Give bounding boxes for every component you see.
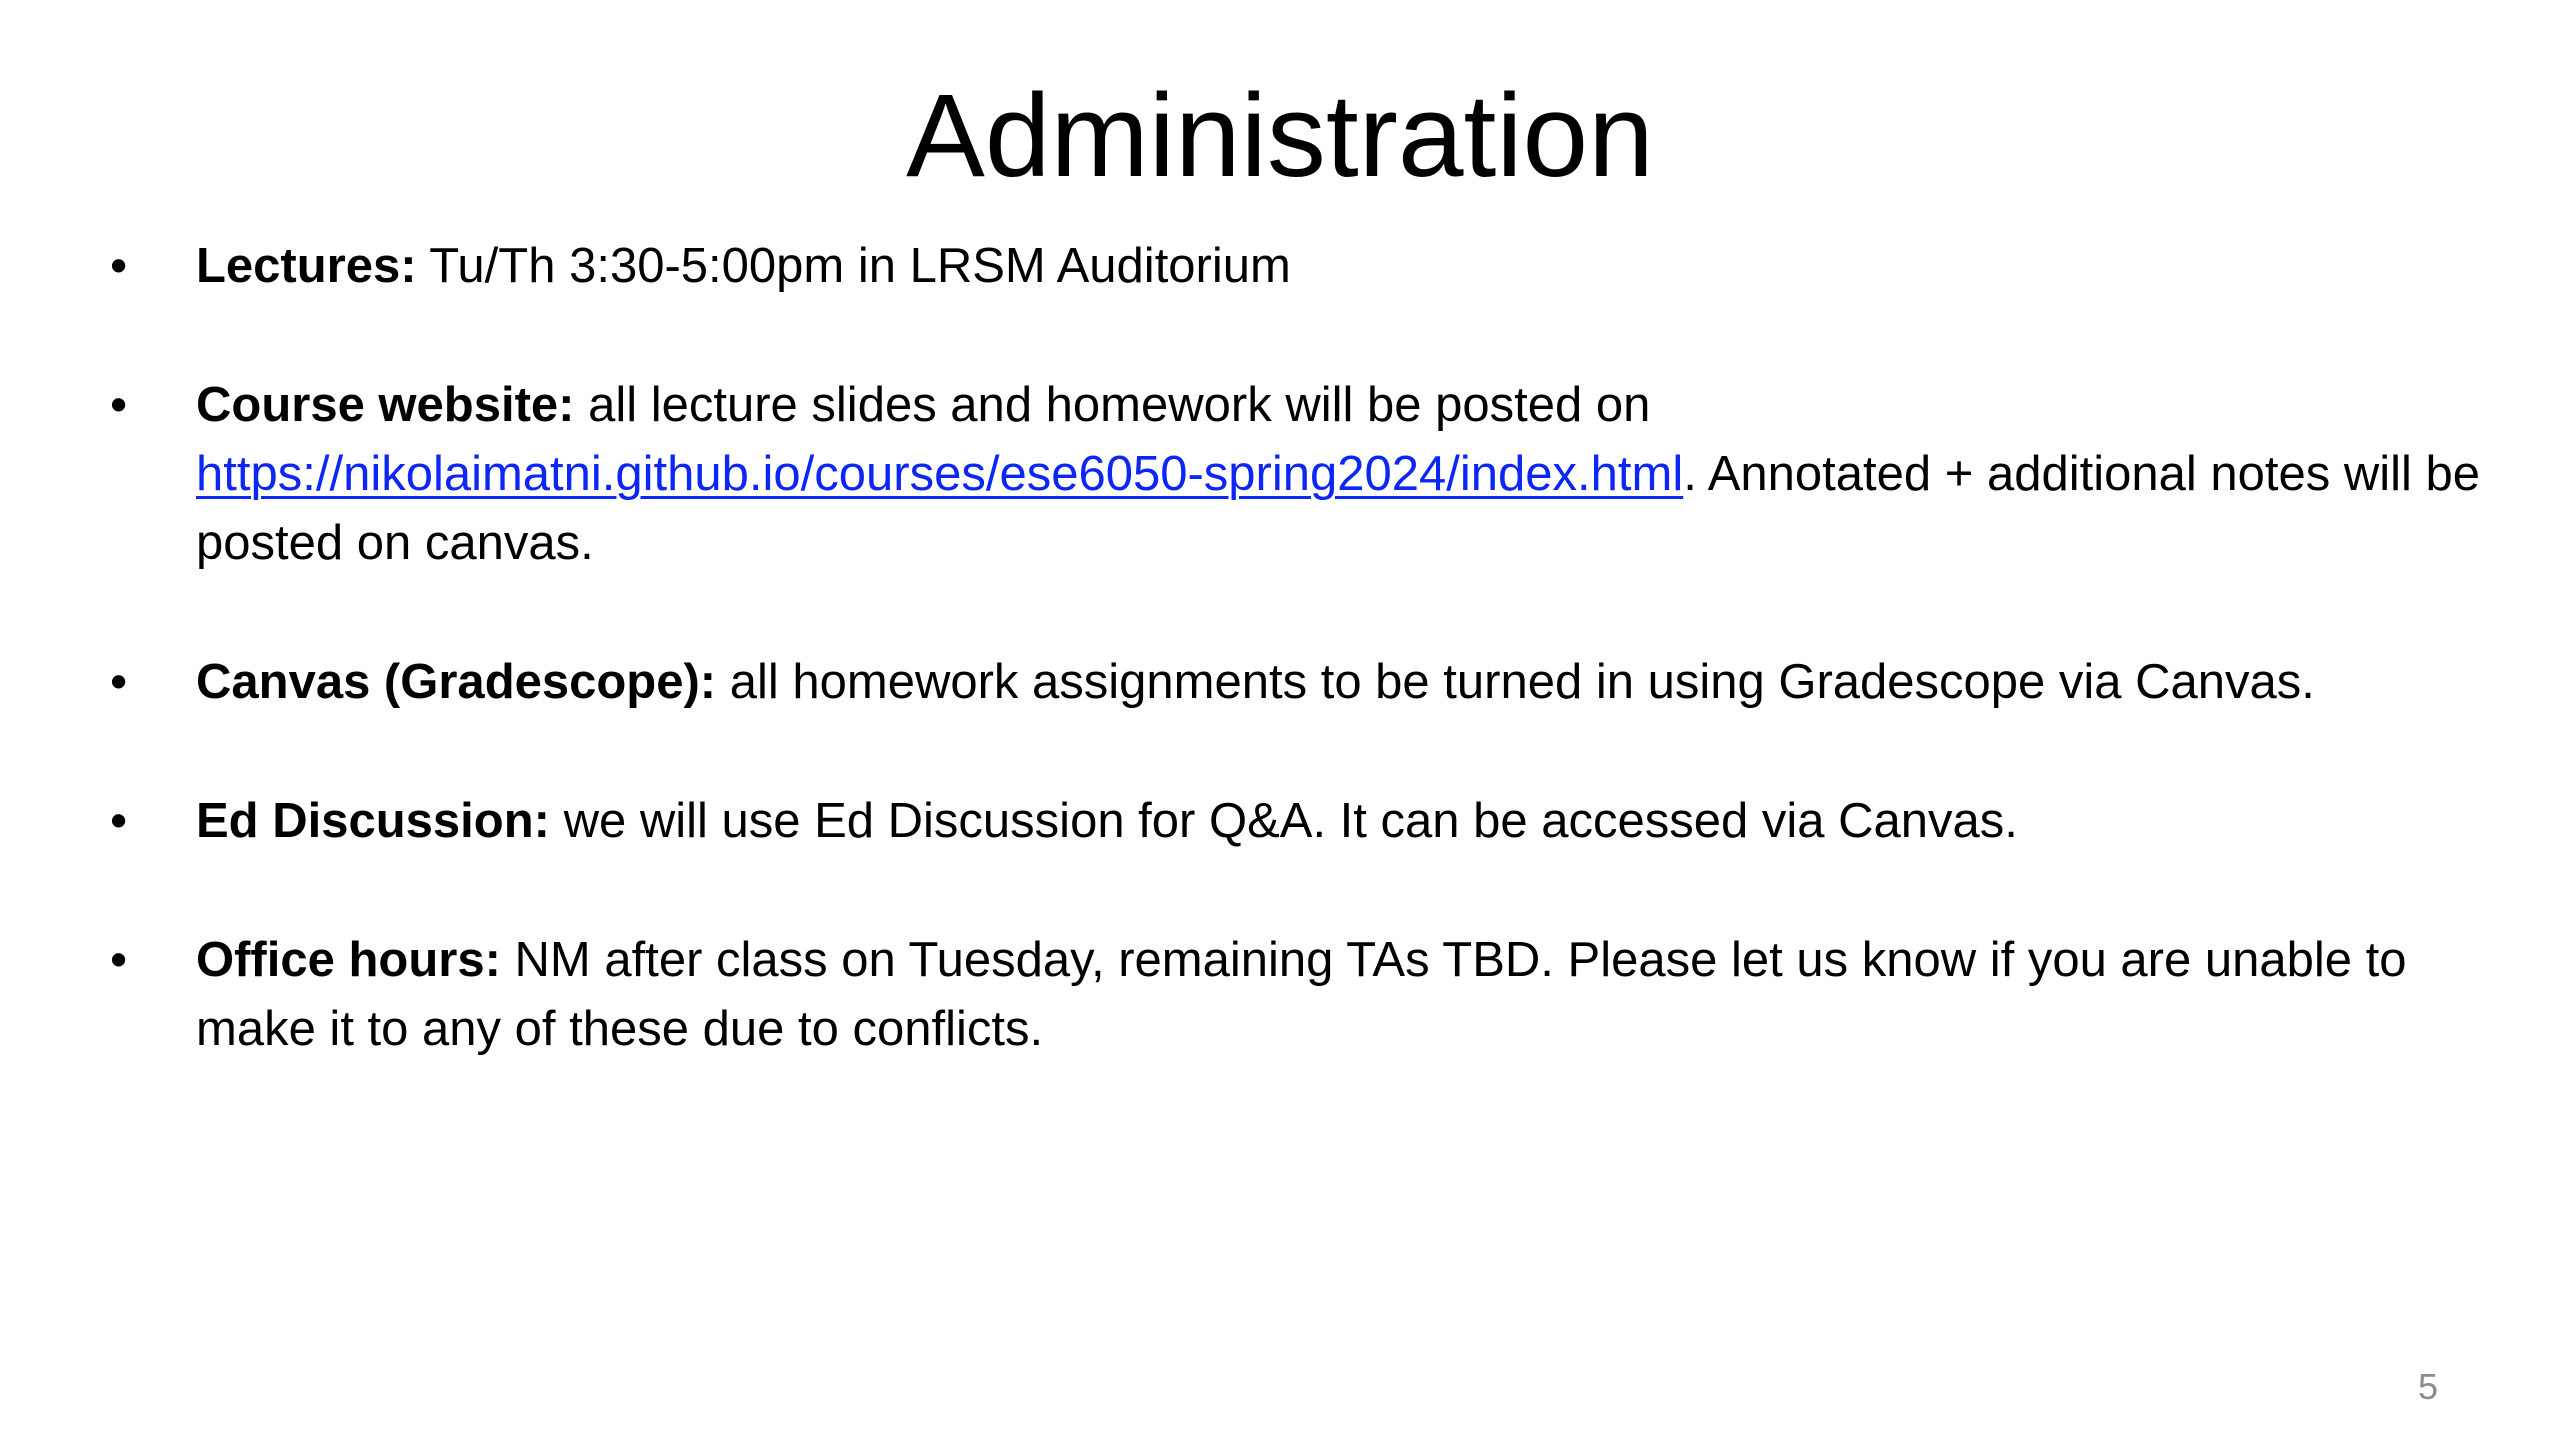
bullet-dot-icon: • (110, 239, 128, 293)
bullet-text: NM after class on Tuesday, remaining TAs TBD. Please let us know if you are unable to make it to any of these due to conflicts. (196, 933, 2407, 1056)
bullet-dot-icon: • (110, 655, 128, 709)
bullet-ed-discussion (0, 787, 2486, 856)
bullet-text: all lecture slides and homework will be posted on (574, 378, 1651, 432)
bullet-term: Lectures: (196, 239, 417, 293)
bullet-list (0, 232, 2560, 1134)
bullet-text: we will use Ed Discussion for Q&A. It can be accessed via Canvas. (549, 794, 2018, 848)
bullet-term: Office hours: (196, 933, 501, 987)
bullet-term: Course website: (196, 378, 575, 432)
bullet-office-hours (0, 926, 2486, 1064)
bullet-dot-icon: • (110, 933, 128, 987)
bullet-term: Ed Discussion: (196, 794, 550, 848)
course-website-link[interactable]: https://nikolaimatni.github.io/courses/ese6050-spring2024/index.html (196, 447, 1684, 501)
bullet-dot-icon: • (110, 794, 128, 848)
bullet-text: Tu/Th 3:30-5:00pm in LRSM Auditorium (416, 239, 1291, 293)
slide-title: Administration (906, 70, 1654, 202)
bullet-dot-icon: • (110, 378, 128, 432)
page-number: 5 (2417, 1366, 2438, 1407)
bullet-text: all homework assignments to be turned in using Gradescope via Canvas. (716, 655, 2315, 709)
bullet-term: Canvas (Gradescope): (196, 655, 717, 709)
bullet-lectures (0, 232, 2486, 301)
bullet-course-website (0, 371, 2486, 578)
bullet-text: . Annotated + additional notes will be posted on canvas. (196, 447, 2481, 570)
bullet-canvas-gradescope (0, 648, 2486, 717)
